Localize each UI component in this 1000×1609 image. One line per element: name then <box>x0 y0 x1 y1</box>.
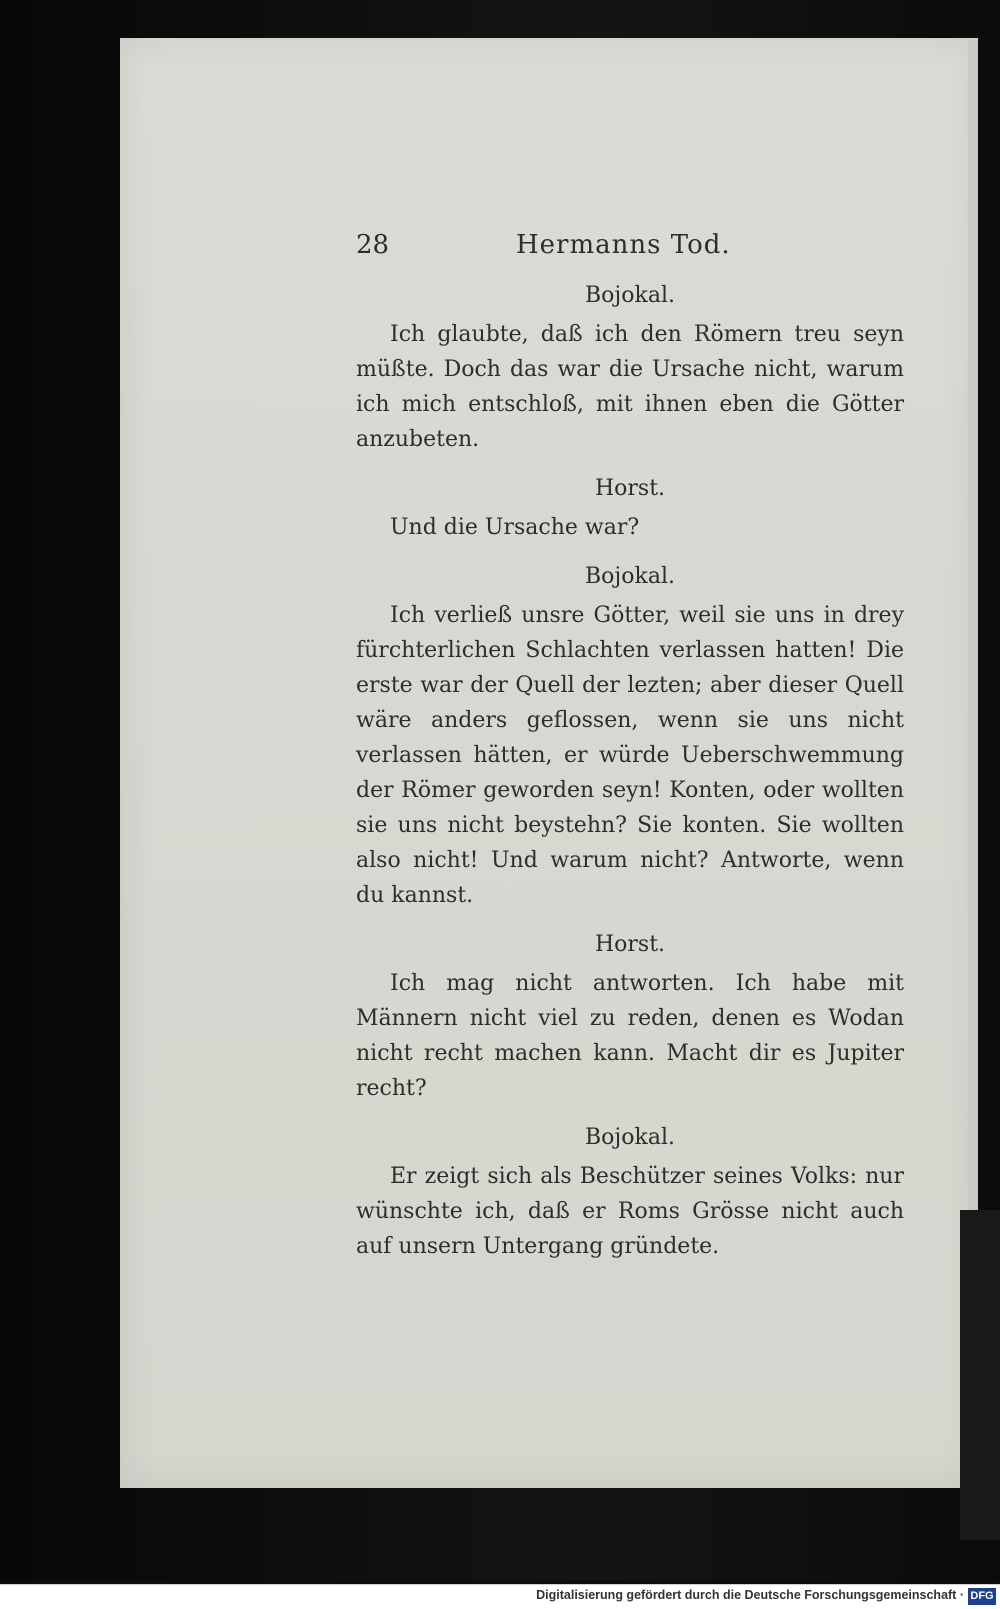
speaker-name: Bojokal. <box>585 283 675 308</box>
speech-paragraph: Er zeigt sich als Beschützer seines Volks: nur wünschte ich, daß er Roms Grösse nicht auch auf unsern Untergang gründete. <box>356 1164 904 1259</box>
speech-paragraph: Ich mag nicht antworten. Ich habe mit Männern nicht viel zu reden, denen es Wodan nicht recht machen kann. Macht dir es Jupiter recht? <box>356 971 904 1101</box>
book-spine <box>960 1210 1000 1540</box>
speech-paragraph: Ich glaubte, daß ich den Römern treu seyn müßte. Doch das war die Ursache nicht, warum ich mich entschloß, mit ihnen eben die Götter anzubeten. <box>356 322 904 452</box>
page-text <box>356 228 904 1278</box>
funding-credit: Digitalisierung gefördert durch die Deutsche Forschungsgemeinschaft · <box>536 1588 964 1602</box>
speech-paragraph: Ich verließ unsre Götter, weil sie uns in drey fürchterlichen Schlachten verlassen hatten! Die erste war der Quell der lezten; aber dieser Quell wäre anders geflossen, wenn sie uns nicht verlassen hätten, er würde Ueberschwemmung der Römer geworden seyn! Konten, oder wollten sie uns nicht beystehn? Sie konten. Sie wollten also nicht! Und warum nicht? Antworte, wenn du kannst. <box>356 603 904 908</box>
speaker-name: Bojokal. <box>585 564 675 589</box>
speaker-name: Horst. <box>594 476 666 501</box>
page-number: 28 <box>356 230 390 260</box>
dfg-logo-icon: DFG <box>968 1588 996 1605</box>
running-head <box>356 228 904 274</box>
digitization-footer <box>0 1584 1000 1609</box>
speaker-name: Bojokal. <box>585 1125 675 1150</box>
speaker-name: Horst. <box>594 932 666 957</box>
speech-paragraph: Und die Ursache war? <box>390 515 640 540</box>
running-title: Hermanns Tod. <box>516 230 731 260</box>
